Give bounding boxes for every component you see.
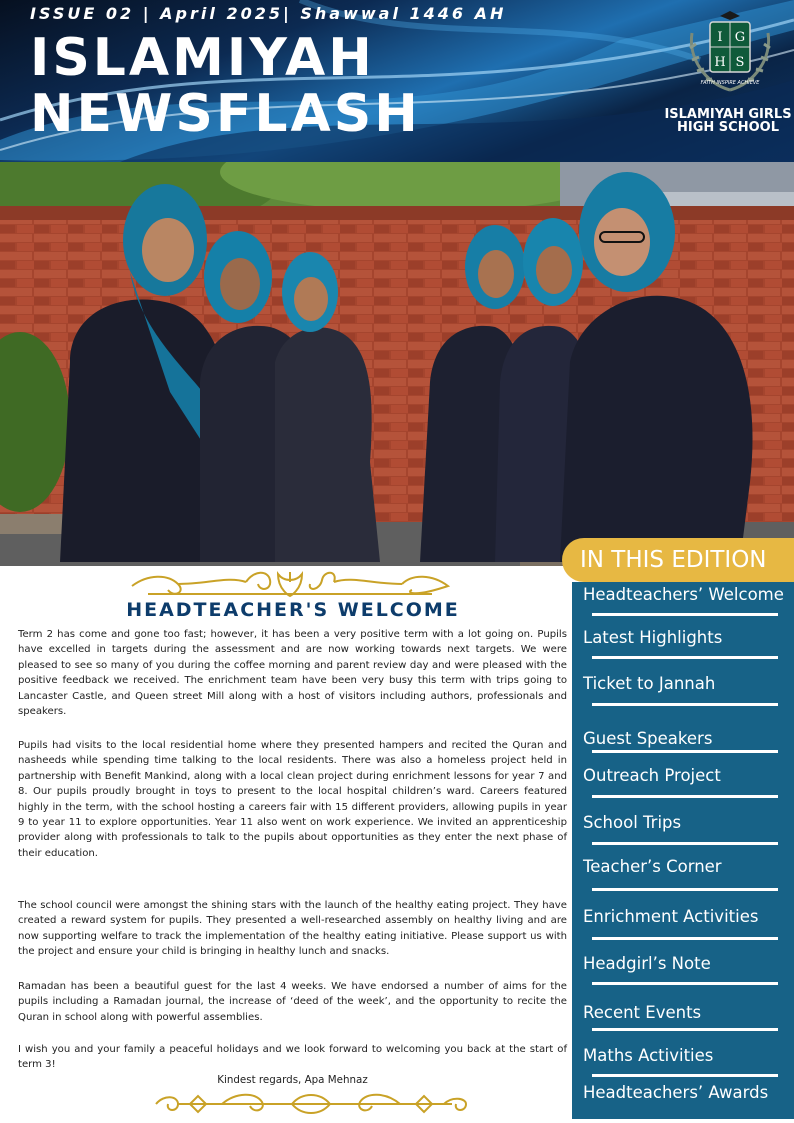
contents-divider — [592, 656, 778, 659]
contents-divider — [592, 888, 778, 891]
contents-item-latest-highlights[interactable]: Latest Highlights — [583, 628, 723, 647]
school-name-line2: HIGH SCHOOL — [677, 120, 779, 135]
contents-item-enrichment-activities[interactable]: Enrichment Activities — [583, 907, 759, 926]
contents-item-headteachers-welcome[interactable]: Headteachers’ Welcome — [583, 585, 784, 604]
contents-divider — [592, 1074, 778, 1077]
contents-item-headgirls-note[interactable]: Headgirl’s Note — [583, 954, 711, 973]
school-crest-logo — [680, 8, 780, 98]
crest-motto: FAITH INSPIRE ACHIEVE — [700, 80, 760, 86]
contents-divider — [592, 842, 778, 845]
contents-divider — [592, 613, 778, 616]
welcome-paragraph: The school council were amongst the shining stars with the launch of the healthy eating project. They have created a reward system for pupils. They presented a well-researched assembly on healthy living and are now supporting welfare to track the implementation of the healthy eating initiative. Please support us with the project and ensure your child is bringing in healthy lunch and snacks. — [18, 900, 567, 958]
contents-item-headteachers-awards[interactable]: Headteachers’ Awards — [583, 1083, 769, 1102]
contents-item-recent-events[interactable]: Recent Events — [583, 1003, 702, 1022]
crest-letter-1: I — [717, 30, 723, 45]
welcome-paragraph: Term 2 has come and gone too fast; however, it has been a very positive term with a lot going on. Pupils have excelled in targets during the assessment and are now working towards next targets. We were pleased to see so many of you during the coffee morning and parent review day and were pleased with the positive feedback we received. The enrichment team have been very busy this term with trips going to Lancaster Castle, and Queen street Mill along with a host of visitors including authors, professionals and speakers. — [18, 629, 567, 718]
newsletter-title-line2: NEWSFLASH — [30, 84, 421, 144]
contents-item-school-trips[interactable]: School Trips — [583, 813, 682, 832]
top-ornament-divider — [128, 568, 452, 600]
contents-item-teachers-corner[interactable]: Teacher’s Corner — [583, 857, 722, 876]
contents-item-guest-speakers[interactable]: Guest Speakers — [583, 729, 713, 748]
welcome-paragraph: I wish you and your family a peaceful holidays and we look forward to welcoming you back at the start of term 3! — [18, 1044, 567, 1071]
issue-line: ISSUE 02 | April 2025| Shawwal 1446 AH — [30, 4, 507, 23]
bottom-ornament-divider — [152, 1088, 470, 1120]
contents-item-ticket-to-jannah[interactable]: Ticket to Jannah — [583, 674, 716, 693]
contents-divider — [592, 1028, 778, 1031]
headteachers-welcome-heading: HEADTEACHER'S WELCOME — [126, 599, 460, 621]
school-name — [664, 108, 792, 134]
contents-divider — [592, 795, 778, 798]
school-name-line1: ISLAMIYAH GIRLS — [664, 107, 792, 122]
cover-photo — [0, 162, 794, 566]
crest-letter-4: S — [735, 55, 745, 70]
masthead-banner — [0, 0, 794, 162]
in-this-edition-heading: IN THIS EDITION — [562, 538, 794, 582]
contents-sidebar — [572, 582, 794, 1119]
welcome-paragraph: Ramadan has been a beautiful guest for the last 4 weeks. We have endorsed a number of aims for the pupils including a Ramadan journal, the increase of ‘deed of the week’, and the opportunity to recite the Quran in school along with powerful assemblies. — [18, 981, 567, 1023]
crest-letter-3: H — [714, 55, 726, 70]
contents-divider — [592, 982, 778, 985]
contents-item-maths-activities[interactable]: Maths Activities — [583, 1046, 714, 1065]
newsletter-title-line1: ISLAMIYAH — [30, 28, 375, 88]
contents-divider — [592, 703, 778, 706]
cover-photo-illustration — [0, 162, 794, 566]
contents-divider — [592, 750, 778, 753]
signoff: Kindest regards, Apa Mehnaz — [217, 1074, 368, 1086]
crest-letter-2: G — [734, 30, 746, 45]
welcome-paragraph: Pupils had visits to the local residential home where they presented hampers and recited the Quran and nasheeds while spending time talking to the local residents. There was also a homeless project held in partnership with Benefit Mankind, along with a local clean project during enrichment lessons for year 7 and 8. Our pupils proudly brought in toys to present to the local hospital children’s ward. Careers featured highly in the term, with the school hosting a careers fair with 15 different providers, allowing pupils in year 9 to year 11 to explore opportunities. Year 11 also went on work experience. We invited an apprenticeship provider along with professionals to talk to the pupils about opportunities as they enter the next phase of their education. — [18, 740, 567, 859]
contents-divider — [592, 937, 778, 940]
contents-item-outreach-project[interactable]: Outreach Project — [583, 766, 721, 785]
